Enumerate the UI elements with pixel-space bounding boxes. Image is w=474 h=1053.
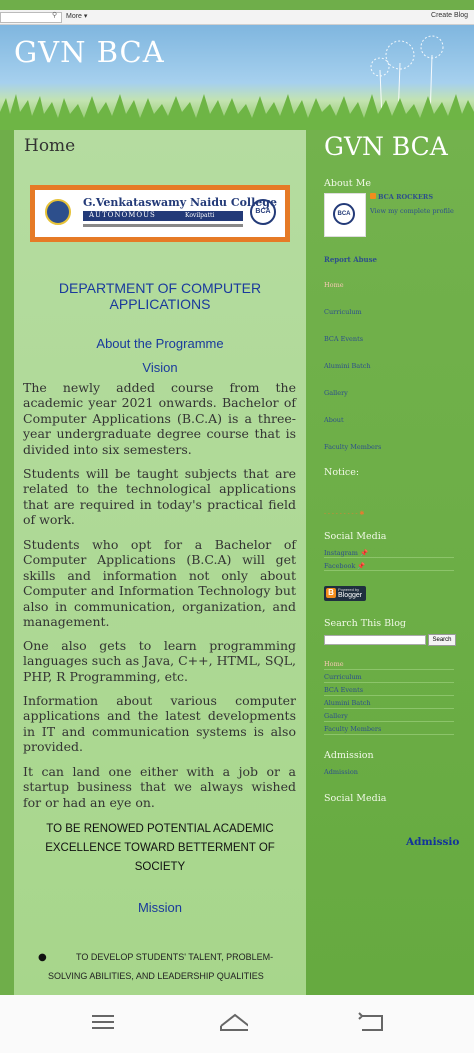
paragraph: It can land one either with a job or a startup business that we always wished for or had an eye on.: [23, 764, 296, 810]
college-logo-icon: [45, 199, 71, 225]
view-profile-link[interactable]: View my complete profile: [370, 207, 454, 215]
paragraph: One also gets to learn programming languages such as Java, C++, HTML, SQL, PHP, R Programming, etc.: [23, 638, 296, 684]
powered-by-blogger-badge[interactable]: [324, 586, 366, 601]
paragraph: Students will be taught subjects that are related to the technological applications that are required in today's practical field of work.: [23, 466, 296, 528]
blogger-icon: [370, 193, 376, 199]
report-abuse-link[interactable]: Report Abuse: [324, 255, 378, 264]
search-icon[interactable]: ⚲: [52, 12, 58, 19]
notice-content: - - - - - - - - - ✱: [324, 510, 365, 517]
sidebar-item-faculty-members[interactable]: Faculty Members: [324, 443, 382, 451]
sidebar: [306, 130, 474, 995]
blog-title[interactable]: GVN BCA: [14, 35, 165, 69]
mission-item: TO DEVELOP STUDENTS' TALENT, PROBLEM-SOLVING ABILITIES, AND LEADERSHIP QUALITIES: [48, 952, 274, 981]
college-banner: [30, 185, 290, 242]
blogger-logo-icon: B: [326, 588, 336, 598]
system-navigation-bar: [0, 995, 474, 1053]
sidebar-item-alumini-batch[interactable]: Alumini Batch: [324, 362, 371, 370]
autonomous-label: AUTONOMOUS: [89, 211, 156, 219]
profile-image[interactable]: [324, 193, 366, 237]
blogger-label: Blogger: [338, 592, 363, 599]
vision-heading: Vision: [142, 360, 178, 375]
sidebar-item-about[interactable]: About: [324, 416, 344, 424]
more-menu[interactable]: More ▾: [66, 13, 88, 20]
page-link-home[interactable]: Home: [324, 660, 454, 670]
search-heading: Search This Blog: [324, 618, 407, 629]
instagram-link[interactable]: Instagram 📌: [324, 549, 454, 558]
page-title: Home: [24, 136, 76, 156]
page-link-bca-events[interactable]: BCA Events: [324, 686, 454, 696]
home-icon[interactable]: [218, 1010, 248, 1034]
admission-link[interactable]: Admission: [324, 768, 358, 776]
blog-header: [0, 25, 474, 130]
profile-badge: BCA: [333, 203, 355, 225]
notice-heading: Notice:: [324, 467, 360, 478]
bca-badge: BCA: [250, 199, 276, 225]
sidebar-item-gallery[interactable]: Gallery: [324, 389, 348, 397]
page-link-faculty-members[interactable]: Faculty Members: [324, 725, 454, 735]
profile-name[interactable]: BCA ROCKERS: [370, 193, 433, 201]
bullet-icon: ●: [38, 952, 47, 963]
banner-subtext: [83, 224, 243, 227]
page-link-alumini-batch[interactable]: Alumini Batch: [324, 699, 454, 709]
location-label: Kovilpatti: [185, 212, 215, 219]
social-media-heading: Social Media: [324, 531, 387, 542]
sidebar-item-bca-events[interactable]: BCA Events: [324, 335, 364, 343]
admission-banner-text[interactable]: Admissio: [406, 836, 460, 848]
sidebar-title: GVN BCA: [324, 132, 448, 161]
search-button[interactable]: Search: [428, 634, 456, 646]
back-icon[interactable]: [356, 1010, 386, 1034]
page-link-gallery[interactable]: Gallery: [324, 712, 454, 722]
facebook-link[interactable]: Facebook 📌: [324, 562, 454, 571]
about-me-heading: About Me: [324, 178, 371, 189]
sidebar-item-curriculum[interactable]: Curriculum: [324, 308, 362, 316]
sidebar-item-home[interactable]: Home: [324, 281, 344, 289]
paragraph: Information about various computer applications and the latest developments in IT and communication systems is also provided.: [23, 693, 296, 755]
main-content: [14, 130, 306, 995]
college-name: G.Venkataswamy Naidu College: [83, 196, 277, 209]
mission-heading: Mission: [137, 900, 183, 915]
recent-apps-icon[interactable]: [88, 1010, 118, 1034]
powered-by-label: Powered by: [338, 587, 360, 592]
admission-heading: Admission: [324, 750, 374, 761]
about-programme-heading: About the Programme: [96, 336, 224, 351]
page-link-curriculum[interactable]: Curriculum: [324, 673, 454, 683]
blogger-navbar: [0, 10, 474, 25]
search-input[interactable]: [324, 635, 426, 645]
paragraph: The newly added course from the academic year 2021 onwards. Bachelor of Computer Applications (B.C.A) is a three-year undergraduate degree course that is divided into six semesters.: [23, 380, 296, 457]
paragraph: Students who opt for a Bachelor of Computer Applications (B.C.A) will get skills and information not only about Computer and Information Technology but also in communication, organization, and management.: [23, 537, 296, 630]
create-blog-link[interactable]: Create Blog: [431, 12, 468, 19]
department-heading: DEPARTMENT OF COMPUTER APPLICATIONS: [58, 280, 262, 312]
social-media-heading-2: Social Media: [324, 793, 387, 804]
vision-statement: TO BE RENOWED POTENTIAL ACADEMIC EXCELLENCE TOWARD BETTERMENT OF SOCIETY: [45, 823, 275, 873]
grass-decoration: [0, 92, 474, 130]
